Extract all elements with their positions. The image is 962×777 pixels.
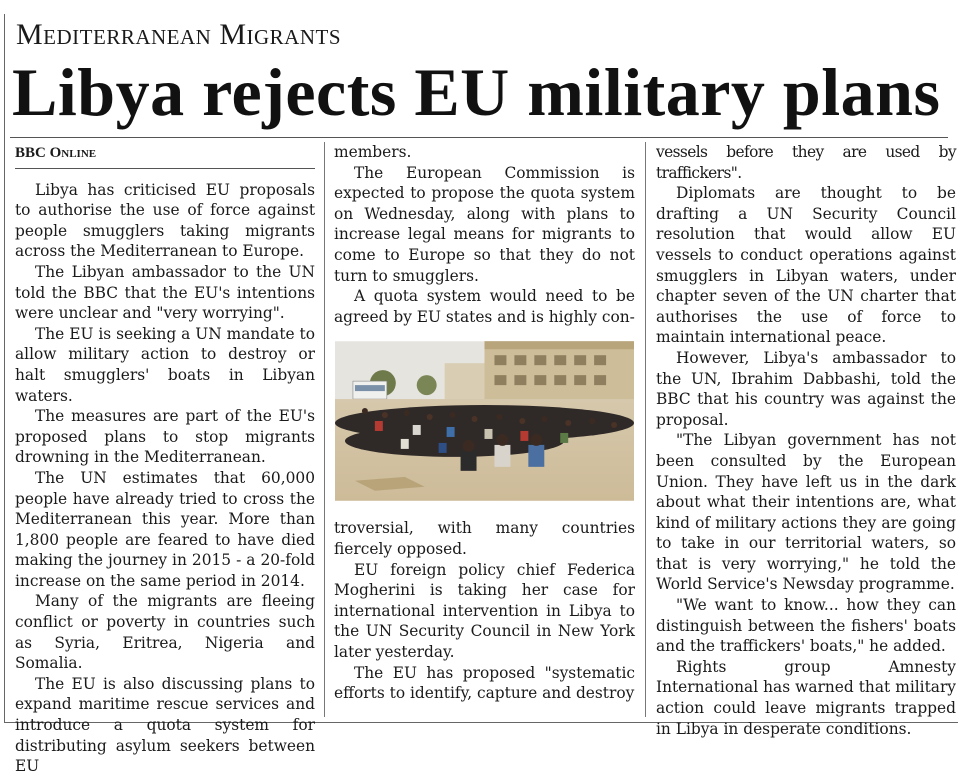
- migrants-photo: [335, 341, 634, 501]
- column-divider: [324, 142, 325, 717]
- paragraph: Diplomats are thought to be drafting a UN Security Council resolution that would allow EU vessels to conduct operations against smugglers in Libyan waters, under chapter seven of the UN charter that authorises the use of force to maintain international peace.: [656, 184, 956, 347]
- paragraph: The EU is seeking a UN mandate to allow military action to destroy or halt smugglers' boats in Libyan waters.: [15, 324, 315, 405]
- paragraph: Rights group Amnesty International has warned that military action could leave migrants trapped in Libya in desperate conditions.: [656, 657, 956, 738]
- paragraph-continuation: members.: [334, 143, 412, 161]
- headline-rule: [10, 137, 948, 138]
- article-column-1: [15, 142, 315, 777]
- column-divider: [645, 142, 646, 717]
- article-headline: Libya rejects EU military plans: [12, 54, 941, 130]
- paragraph: Libya has criticised EU proposals to authorise the use of force against people smugglers taking migrants across the Mediterranean to Europe.: [15, 180, 315, 261]
- paragraph: EU foreign policy chief Federica Mogherini is taking her case for international intervention in Libya to the UN Security Council in New York later yesterday.: [334, 560, 635, 661]
- paragraph: A quota system would need to be agreed by EU states and is highly con-: [334, 287, 635, 326]
- paragraph: "The Libyan government has not been consulted by the European Union. They have left us in the dark about what their intentions are, what kind of military actions they are going to take in our territorial waters, so that is very worrying," he told the World Service's Newsday programme.: [656, 431, 956, 594]
- paragraph: The EU is also discussing plans to expand maritime rescue services and introduce a quota system for distributing asylum seekers between EU: [15, 674, 315, 776]
- paragraph-continuation: vessels before they are used by traffickers".: [656, 143, 956, 182]
- paragraph: Many of the migrants are fleeing conflict or poverty in countries such as Syria, Eritrea, Nigeria and Somalia.: [15, 592, 315, 673]
- article-column-2: [334, 142, 635, 704]
- paragraph: The European Commission is expected to propose the quota system on Wednesday, along with plans to increase legal means for migrants to come to Europe so that they do not turn to smugglers.: [334, 163, 635, 285]
- paragraph: "We want to know... how they can distinguish between the fishers' boats and the traffickers' boats," he added.: [656, 596, 956, 656]
- article-column-3: [656, 142, 956, 739]
- paragraph: The EU has proposed "systematic efforts to identify, capture and destroy: [334, 663, 635, 703]
- paragraph: The Libyan ambassador to the UN told the BBC that the EU's intentions were unclear and "very worrying".: [15, 262, 315, 323]
- paragraph-continuation: troversial, with many countries fiercely opposed.: [334, 519, 635, 558]
- paragraph: The measures are part of the EU's proposed plans to stop migrants drowning in the Mediterranean.: [15, 407, 315, 467]
- paragraph: The UN estimates that 60,000 people have already tried to cross the Mediterranean this year. More than 1,800 people are feared to have died making the journey in 2015 - a 20-fold increase on the same period in 2014.: [15, 468, 315, 590]
- page-border-left: [4, 14, 5, 723]
- paragraph: However, Libya's ambassador to the UN, Ibrahim Dabbashi, told the BBC that his country was against the proposal.: [656, 348, 956, 429]
- byline: BBC Online: [15, 142, 315, 169]
- article-kicker: Mediterranean Migrants: [16, 18, 341, 51]
